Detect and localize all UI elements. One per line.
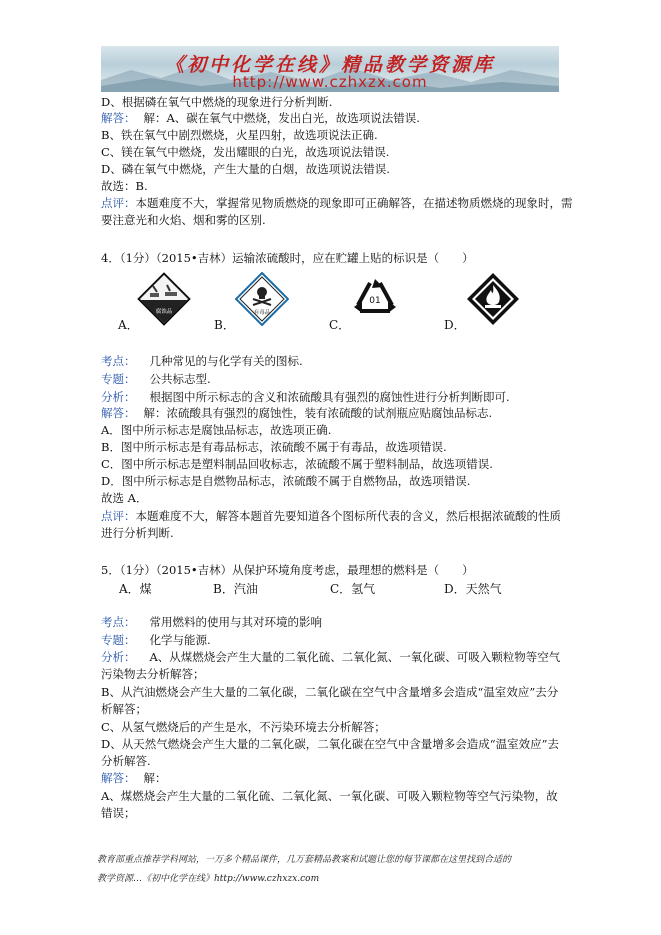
q3-answer-label: 解答： [101,111,136,125]
q4-comment-1: 本题难度不大，解答本题首先要知道各个图标所代表的含义，然后根据浓硫酸的性质 [135,509,561,523]
footer-line2: 教学资源…《初中化学在线》http://www.czhxzx.com [97,874,320,884]
q4-option-b-label: B． [214,318,235,332]
q3-comment-line1 [101,195,573,211]
toxic-icon-text: 有毒品 [253,310,271,316]
q5-jieda-label: 解答： [101,771,136,785]
q3-comment-2: 要注意光和火焰、烟和雾的区别. [101,213,266,227]
q4-answer-b: B．图中所示标志是有毒品标志，浓硫酸不属于有毒品，故选项错误. [101,440,447,454]
q4-jieda-line [101,405,492,421]
q5-option-a: A．煤 [119,582,152,596]
q4-answer-a: A．图中所示标志是腐蚀品标志，故选项正确. [101,423,332,437]
corrosive-icon-text: 腐蚀品 [155,309,173,315]
q5-fenxi-b2: 析解答； [101,702,147,716]
q5-answer-a2: 错误； [101,806,136,820]
header-banner [101,46,559,92]
q5-option-b: B．汽油 [213,582,258,596]
q5-stem: 5．（1分）（2015•吉林）从保护环境角度考虑，最理想的燃料是（ ） [101,563,474,577]
q4-option-c-label: C． [329,318,351,332]
flammable-solid-icon [466,272,520,326]
plastic-recycle-icon [350,277,400,323]
q5-fenxi-a1: A、从煤燃烧会产生大量的二氧化硫、二氧化氮、一氧化碳、可吸入颗粒物等空气 [149,650,561,664]
q4-kaodian: 几种常见的与化学有关的图标. [149,354,303,368]
banner-title: 《初中化学在线》精品教学资源库 [164,54,495,76]
q3-answer-d: D、磷在氧气中燃烧，产生大量的白烟，故选项说法错误. [101,162,390,176]
q5-kaodian-line [101,614,322,630]
q5-zhuanti-line [101,632,211,648]
q4-jieda: 解：浓硫酸具有强烈的腐蚀性，装有浓硫酸的试剂瓶应贴腐蚀品标志. [143,406,493,420]
q4-fenxi-line [101,389,510,405]
q4-zhuanti-label: 专题： [101,372,136,386]
footer-line1: 教育部重点推荐学科网站，一万多个精品课件，几万套精品教案和试题让您的每节课都在这里找到合适的 [97,855,512,865]
q3-answer-b: B、铁在氧气中剧烈燃烧，火星四射，故选项说法正确. [101,128,378,142]
q3-comment-label: 点评： [101,196,136,210]
q5-zhuanti-label: 专题： [101,633,136,647]
q3-answer-line [101,110,420,126]
q5-fenxi-a2: 污染物去分析解答； [101,667,205,681]
toxic-icon [235,272,289,326]
corrosive-icon [137,272,191,326]
q3-comment-1: 本题难度不大，掌握常见物质燃烧的现象即可正确解答，在描述物质燃烧的现象时，需 [135,196,573,210]
q4-answer-c: C．图中所示标志是塑料制品回收标志，浓硫酸不属于塑料制品，故选项错误. [101,457,493,471]
banner-url[interactable]: http://www.czhxzx.com [232,73,428,91]
q4-kaodian-label: 考点： [101,354,136,368]
q5-fenxi-label: 分析： [101,650,136,664]
plastic-recycle-icon-text: 01 [369,296,381,306]
q3-answer-c: C、镁在氧气中燃烧，发出耀眼的白光，故选项说法错误. [101,145,390,159]
q4-choice: 故选 A． [101,491,148,505]
q5-fenxi-line [101,649,560,665]
q4-option-d-label: D． [444,318,466,332]
q4-stem: 4．（1分）（2015•吉林）运输浓硫酸时，应在贮罐上贴的标识是（ ） [101,251,474,265]
q5-kaodian-label: 考点： [101,615,136,629]
q3-choice: 故选：B. [101,179,148,193]
q5-zhuanti: 化学与能源. [149,633,211,647]
q4-fenxi: 根据图中所示标志的含义和浓硫酸具有强烈的腐蚀性进行分析判断即可. [149,390,510,404]
q5-fenxi-d1: D、从天然气燃烧会产生大量的二氧化碳，二氧化碳在空气中含量增多会造成“温室效应”去 [101,737,559,751]
q3-answer-intro: 解：A、碳在氧气中燃烧，发出白光，故选项说法错误. [143,111,420,125]
q5-option-d: D．天然气 [444,582,502,596]
q5-jieda: 解： [143,771,167,785]
q4-comment-2: 进行分析判断. [101,526,174,540]
q4-comment-label: 点评： [101,509,136,523]
q5-kaodian: 常用燃料的使用与其对环境的影响 [149,615,322,629]
q3-analysis-d: D、根据磷在氧气中燃烧的现象进行分析判断. [101,95,333,109]
q4-zhuanti: 公共标志型. [149,372,211,386]
q4-kaodian-line [101,353,303,369]
q4-jieda-label: 解答： [101,406,136,420]
q5-fenxi-c: C、从氢气燃烧后的产生是水，不污染环境去分析解答； [101,720,386,734]
q5-fenxi-d2: 分析解答. [101,754,151,768]
q4-fenxi-label: 分析： [101,390,136,404]
q4-answer-d: D．图中所示标志是自燃物品标志，浓硫酸不属于自燃物品，故选项错误. [101,474,471,488]
q5-jieda-line [101,770,167,786]
q5-answer-a1: A、煤燃烧会产生大量的二氧化硫、二氧化氮、一氧化碳、可吸入颗粒物等空气污染物，故 [101,789,558,803]
q5-option-c: C．氢气 [330,582,376,596]
q4-option-a-label: A． [118,318,139,332]
q4-comment-line1 [101,508,561,524]
q4-zhuanti-line [101,371,211,387]
q5-fenxi-b1: B、从汽油燃烧会产生大量的二氧化碳，二氧化碳在空气中含量增多会造成“温室效应”去分 [101,685,559,699]
